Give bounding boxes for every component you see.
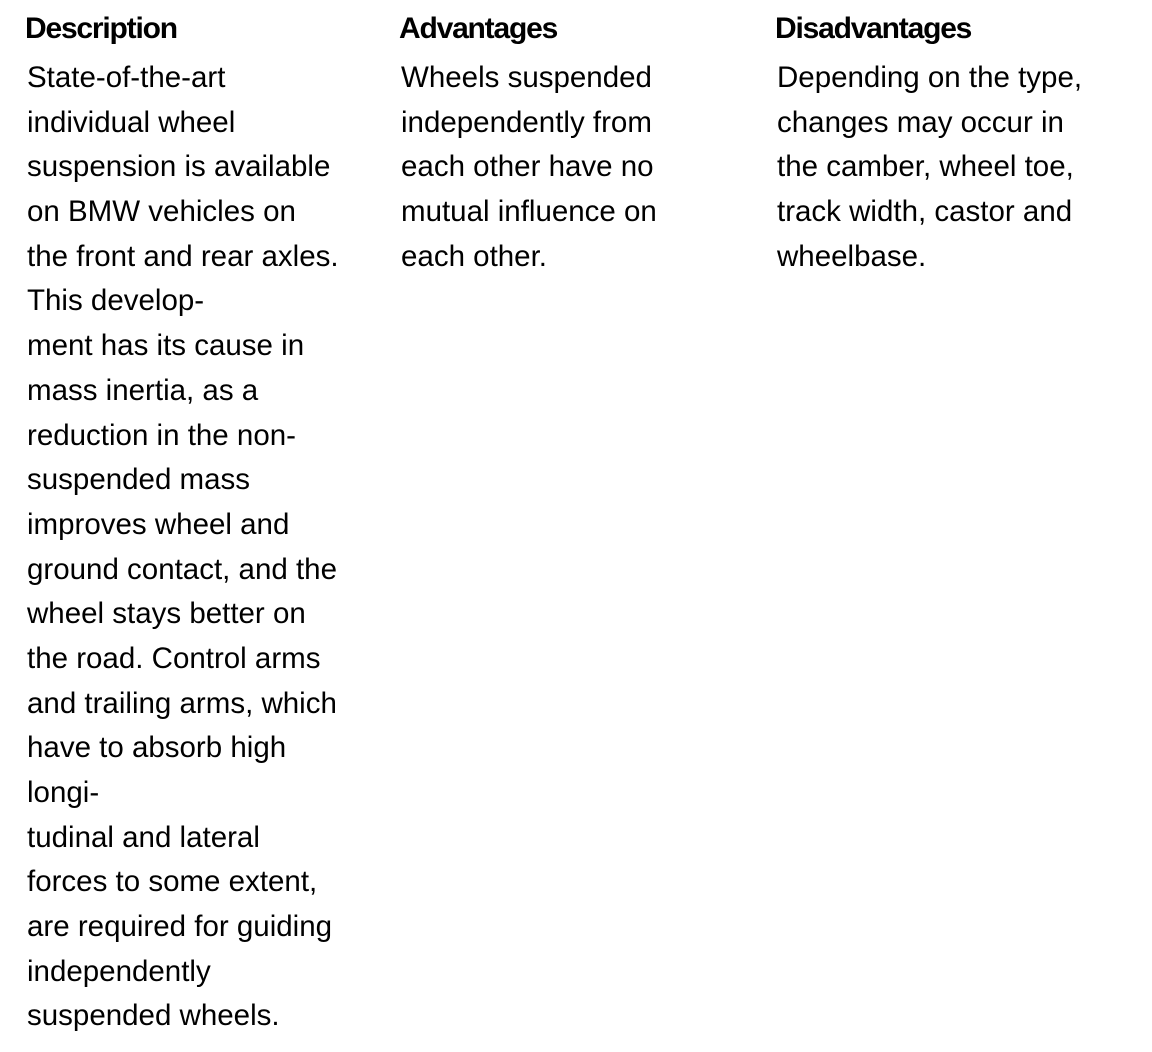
description-header: Description <box>25 12 177 45</box>
advantages-text <box>401 56 759 279</box>
disadvantages-column <box>775 10 1145 279</box>
advantages-line: independently from <box>401 105 652 139</box>
advantages-line: mutual influence on <box>401 195 657 229</box>
description-line: longi- <box>27 776 100 809</box>
advantages-line: each other. <box>401 239 547 273</box>
advantages-line: Wheels suspended <box>401 61 652 94</box>
description-line: wheel stays better on <box>27 597 306 631</box>
disadvantages-line: track width, castor and <box>777 195 1073 229</box>
disadvantages-text <box>777 56 1145 279</box>
disadvantages-header: Disadvantages <box>775 12 972 45</box>
description-column <box>25 10 385 1039</box>
description-line: suspended wheels. <box>27 999 280 1033</box>
description-line: the road. Control arms <box>27 641 321 675</box>
description-line: ment has its cause in <box>27 329 305 363</box>
disadvantages-line: wheelbase. <box>777 239 927 273</box>
description-line: improves wheel and <box>27 507 290 541</box>
description-line: suspension is available <box>27 150 331 184</box>
description-line: reduction in the non- <box>27 418 296 452</box>
description-line: ground contact, and the <box>27 552 337 586</box>
description-line: the front and rear axles. <box>27 239 339 273</box>
disadvantages-line: changes may occur in <box>777 105 1064 139</box>
description-line: This develop- <box>27 284 205 318</box>
description-line: State-of-the-art <box>27 61 226 94</box>
advantages-line: each other have no <box>401 150 654 184</box>
description-line: are required for guiding <box>27 910 333 944</box>
advantages-header: Advantages <box>399 12 558 45</box>
description-line: tudinal and lateral <box>27 820 260 854</box>
description-line: forces to some extent, <box>27 865 318 899</box>
disadvantages-line: Depending on the type, <box>777 61 1083 94</box>
description-line: have to absorb high <box>27 731 287 765</box>
description-line: independently <box>27 954 211 988</box>
disadvantages-line: the camber, wheel toe, <box>777 150 1074 184</box>
description-text <box>27 56 385 1039</box>
description-line: suspended mass <box>27 463 251 497</box>
description-line: mass inertia, as a <box>27 373 259 407</box>
advantages-column <box>399 10 759 279</box>
description-line: individual wheel <box>27 105 236 139</box>
description-line: and trailing arms, which <box>27 686 337 720</box>
description-line: on BMW vehicles on <box>27 195 296 229</box>
